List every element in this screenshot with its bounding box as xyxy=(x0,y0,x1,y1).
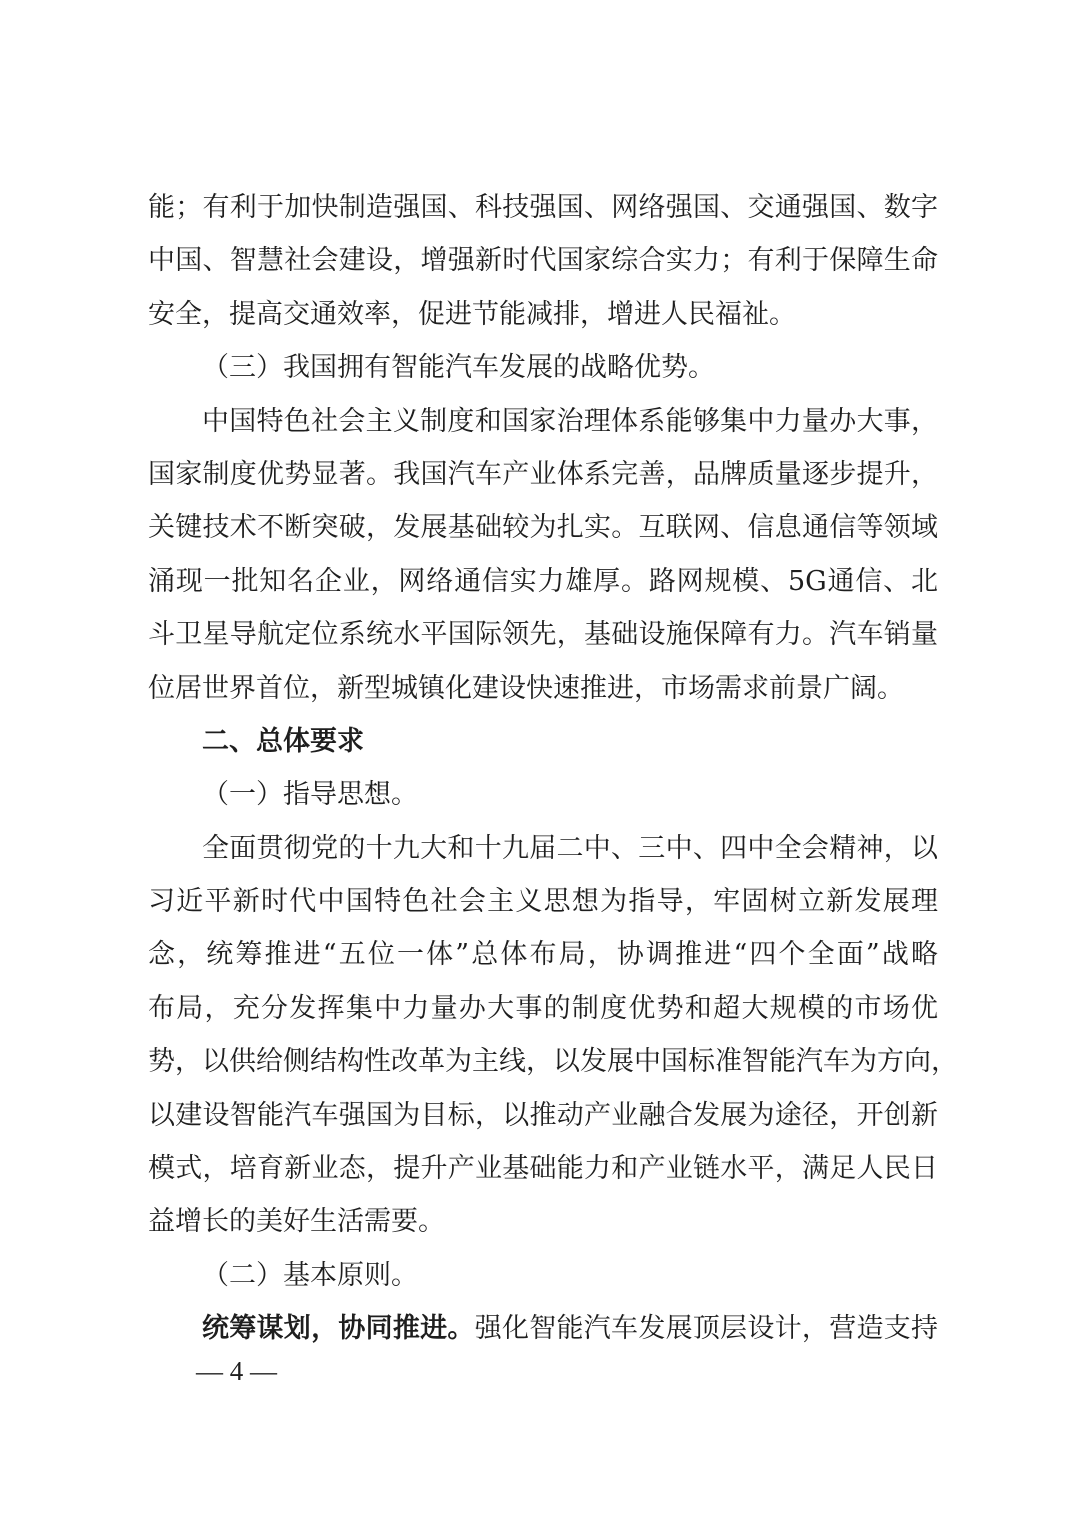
text-line: 以建设智能汽车强国为目标，以推动产业融合发展为途径，开创新 xyxy=(148,1099,938,1131)
text-line: 位居世界首位，新型城镇化建设快速推进，市场需求前景广阔。 xyxy=(148,672,904,704)
section-heading-overall-requirements: 二、总体要求 xyxy=(202,725,364,757)
page-number: — 4 — xyxy=(196,1356,277,1386)
text-line: 势，以供给侧结构性改革为主线，以发展中国标准智能汽车为方向， xyxy=(148,1046,958,1078)
text-line: 念，统筹推进“五位一体”总体布局，协调推进“四个全面”战略 xyxy=(148,939,938,971)
text-line: 布局，充分发挥集中力量办大事的制度优势和超大规模的市场优 xyxy=(148,992,938,1024)
text-line: 能；有利于加快制造强国、科技强国、网络强国、交通强国、数字 xyxy=(148,192,938,223)
paragraph-principle-1 xyxy=(148,1302,938,1355)
text-line: 模式，培育新业态，提升产业基础能力和产业链水平，满足人民日 xyxy=(148,1153,938,1185)
subheading-strategic-advantage: （三）我国拥有智能汽车发展的战略优势。 xyxy=(202,352,715,384)
text-line: 习近平新时代中国特色社会主义思想为指导，牢固树立新发展理 xyxy=(148,886,938,918)
principle-text: 强化智能汽车发展顶层设计，营造支持 xyxy=(474,1313,939,1345)
document-body xyxy=(148,181,958,1356)
text-line: 斗卫星导航定位系统水平国际领先，基础设施保障有力。汽车销量 xyxy=(148,619,938,651)
text-line: 关键技术不断突破，发展基础较为扎实。互联网、信息通信等领域 xyxy=(148,512,938,544)
paragraph-guiding-ideology xyxy=(148,822,958,1249)
subheading-guiding-ideology: （一）指导思想。 xyxy=(202,779,418,811)
paragraph-benefits xyxy=(148,181,938,341)
text-line: 涌现一批知名企业，网络通信实力雄厚。路网规模、5G通信、北 xyxy=(148,565,938,597)
text-line: 益增长的美好生活需要。 xyxy=(148,1206,445,1238)
subheading-basic-principles: （二）基本原则。 xyxy=(202,1259,418,1291)
text-line: 国家制度优势显著。我国汽车产业体系完善，品牌质量逐步提升， xyxy=(148,458,938,490)
principle-lead: 统筹谋划，协同推进。 xyxy=(202,1313,475,1345)
text-line: 全面贯彻党的十九大和十九届二中、三中、四中全会精神，以 xyxy=(202,832,938,864)
text-line: 中国特色社会主义制度和国家治理体系能够集中力量办大事， xyxy=(202,405,938,437)
paragraph-advantages xyxy=(148,395,938,715)
text-line: 中国、智慧社会建设，增强新时代国家综合实力；有利于保障生命 xyxy=(148,245,938,277)
text-line: 安全，提高交通效率，促进节能减排，增进人民福祉。 xyxy=(148,298,796,330)
